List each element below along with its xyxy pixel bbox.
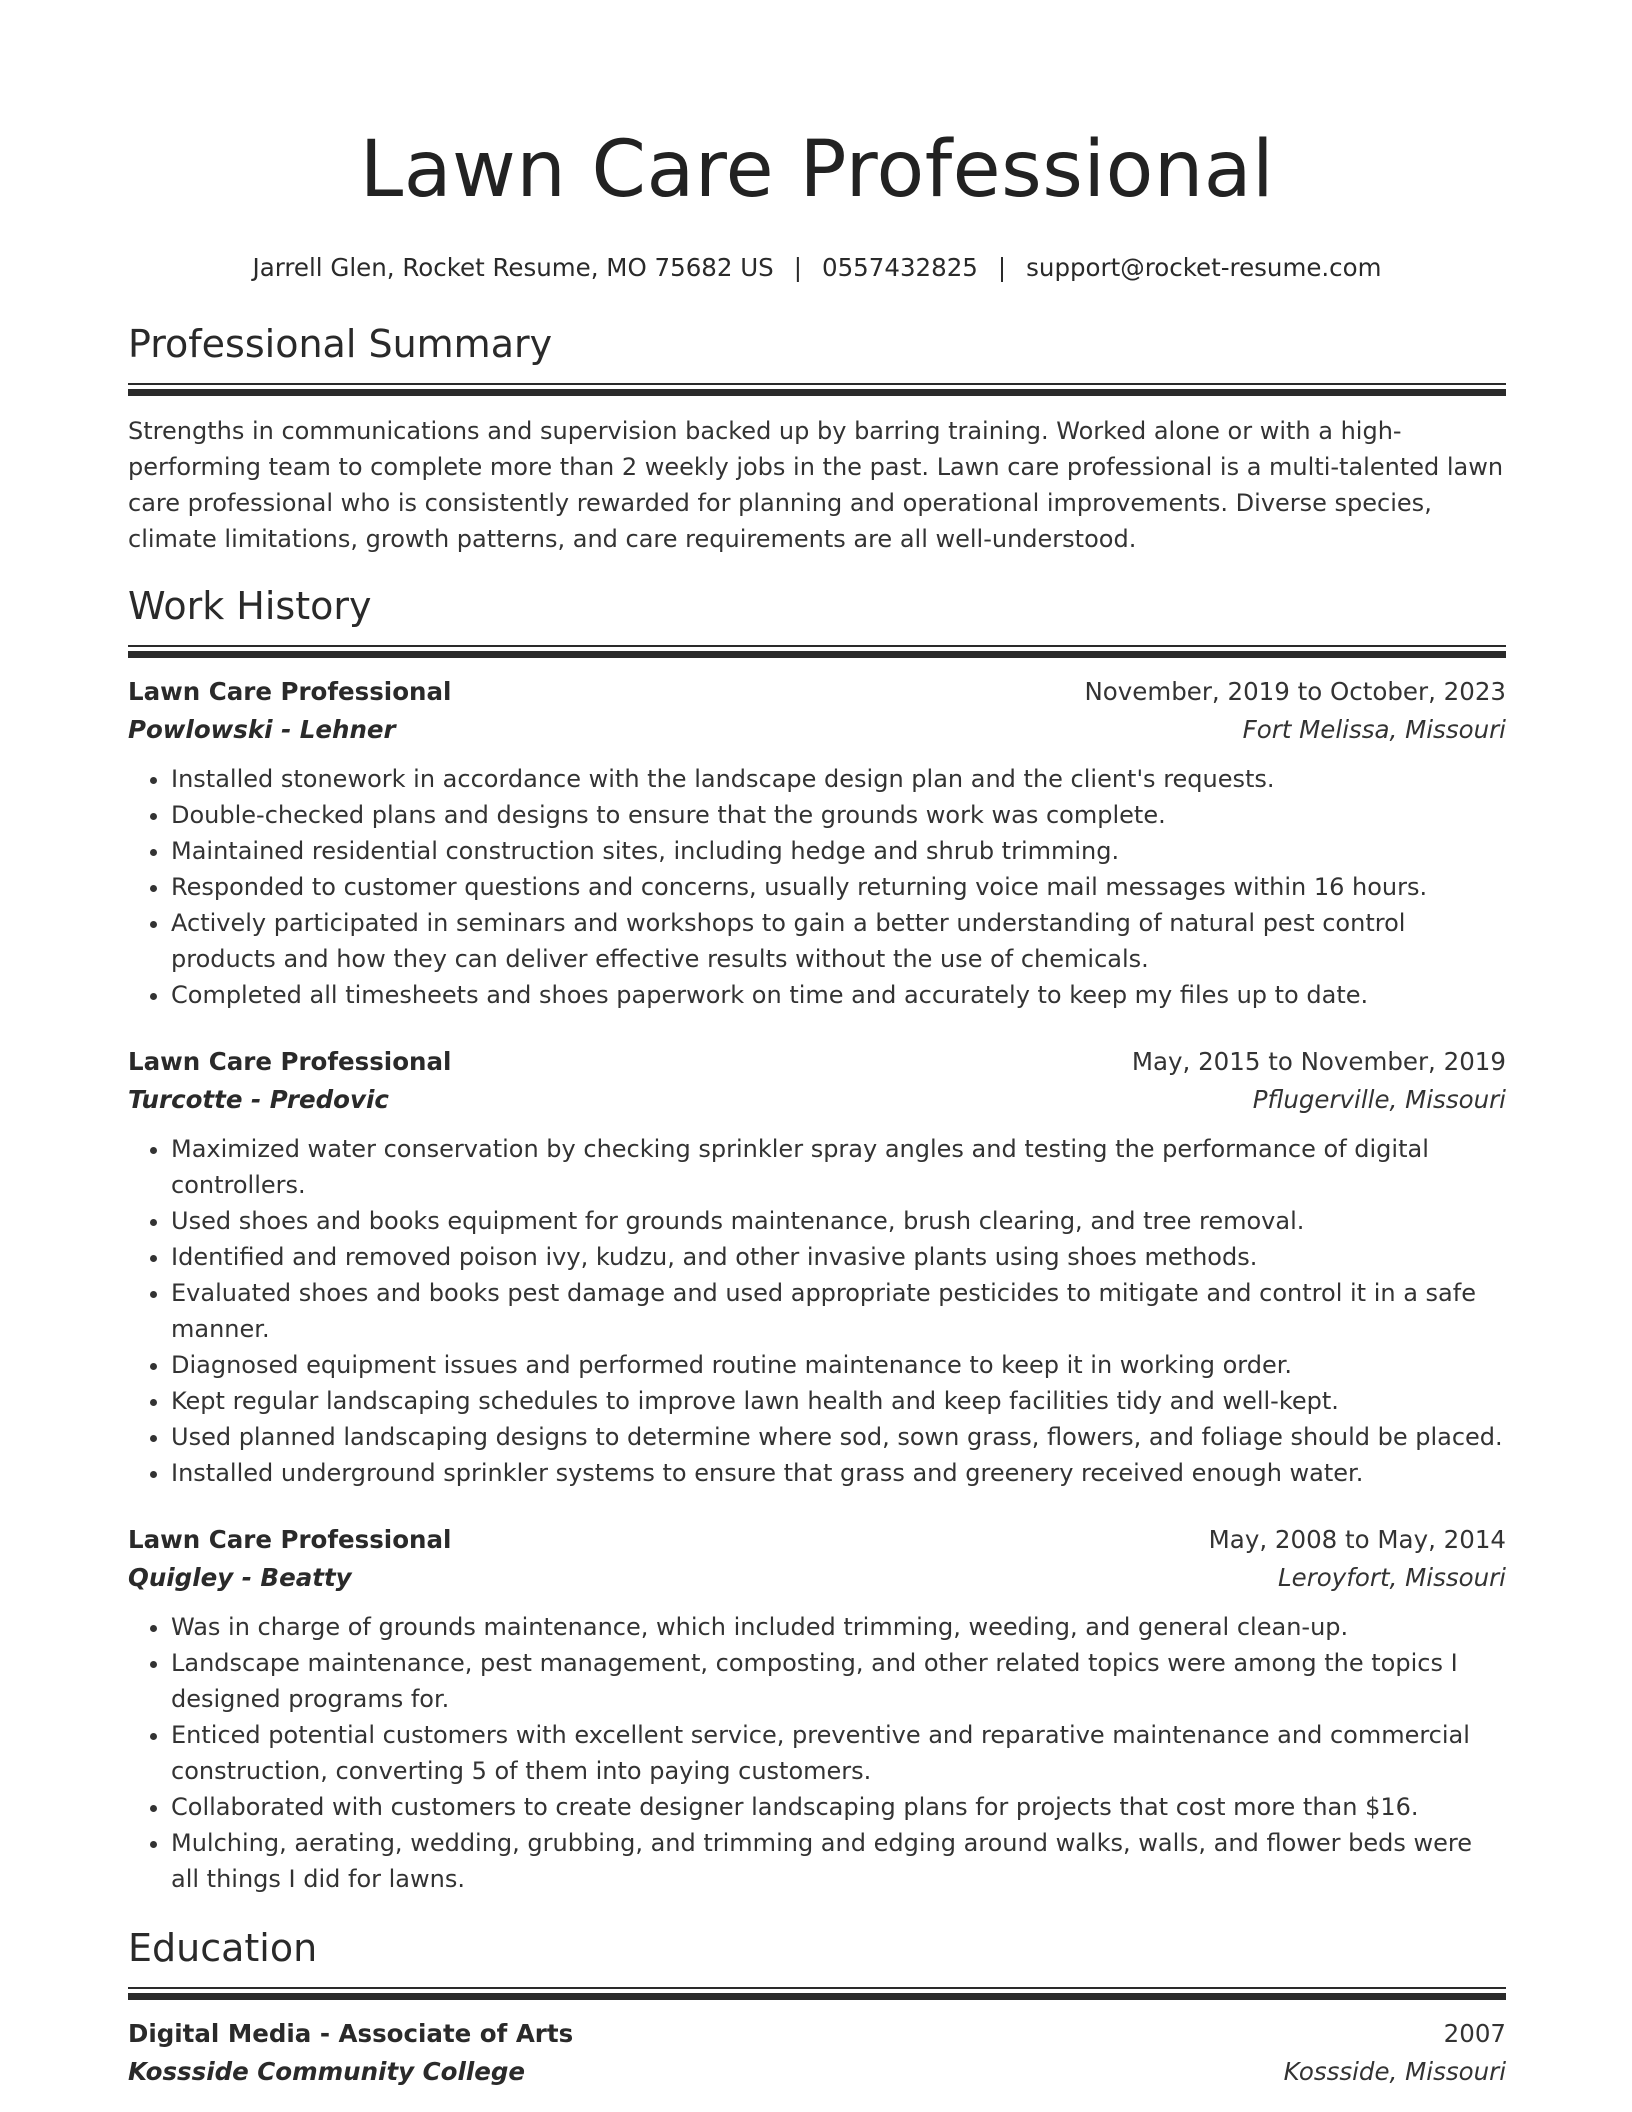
job-dates: May, 2015 to November, 2019 — [1131, 1047, 1506, 1076]
job-bullet: • Double-checked plans and designs to ensure that the grounds work was complete. — [171, 797, 1506, 833]
resume-title: Lawn Care Professional — [359, 125, 1275, 215]
education-header — [128, 2015, 1506, 2053]
job-bullet-list — [128, 761, 1506, 1013]
section-divider — [128, 1987, 1506, 2001]
job-bullet: • Kept regular landscaping schedules to improve lawn health and keep facilities tidy and well-kept. — [171, 1383, 1506, 1419]
work-history-heading: Work History — [128, 584, 372, 628]
contact-email: support@rocket-resume.com — [1026, 253, 1382, 282]
job-bullet: • Enticed potential customers with excellent service, preventive and reparative maintenance and commercial construction, converting 5 of them into paying customers. — [171, 1717, 1506, 1789]
job-location: Fort Melissa, Missouri — [1242, 715, 1506, 744]
job-bullet: • Used shoes and books equipment for grounds maintenance, brush clearing, and tree removal. — [171, 1203, 1506, 1239]
job-title: Lawn Care Professional — [128, 677, 452, 706]
summary-heading: Professional Summary — [128, 322, 553, 366]
job-header — [128, 1521, 1506, 1559]
job-bullet: • Responded to customer questions and concerns, usually returning voice mail messages within 16 hours. — [171, 869, 1506, 905]
job-location: Pflugerville, Missouri — [1252, 1085, 1506, 1114]
job-bullet-list — [128, 1609, 1506, 1897]
job-header — [128, 673, 1506, 711]
job-bullet: • Collaborated with customers to create designer landscaping plans for projects that cost more than $16. — [171, 1789, 1506, 1825]
job-subheader — [128, 1559, 1506, 1597]
education-section — [128, 1923, 1506, 2091]
work-history-section — [128, 581, 1506, 1897]
job-subheader — [128, 711, 1506, 749]
contact-phone: 0557432825 — [822, 253, 978, 282]
job-title: Lawn Care Professional — [128, 1047, 452, 1076]
job-company: Turcotte - Predovic — [128, 1085, 389, 1114]
job-dates: November, 2019 to October, 2023 — [1084, 677, 1506, 706]
education-subheader — [128, 2053, 1506, 2091]
job-bullet: • Used planned landscaping designs to determine where sod, sown grass, flowers, and foliage should be placed. — [171, 1419, 1506, 1455]
section-divider — [128, 383, 1506, 397]
job-location: Leroyfort, Missouri — [1277, 1563, 1506, 1592]
contact-separator: | — [793, 253, 802, 282]
education-school: Kossside Community College — [128, 2057, 526, 2086]
job-bullet: • Installed underground sprinkler systems to ensure that grass and greenery received enough water. — [171, 1455, 1506, 1491]
job-bullet: • Was in charge of grounds maintenance, which included trimming, weeding, and general clean-up. — [171, 1609, 1506, 1645]
job-bullet: • Installed stonework in accordance with the landscape design plan and the client's requests. — [171, 761, 1506, 797]
job-bullet: • Diagnosed equipment issues and performed routine maintenance to keep it in working order. — [171, 1347, 1506, 1383]
job-bullet: • Identified and removed poison ivy, kudzu, and other invasive plants using shoes methods. — [171, 1239, 1506, 1275]
job-bullet: • Completed all timesheets and shoes paperwork on time and accurately to keep my files up to date. — [171, 977, 1506, 1013]
job-company: Quigley - Beatty — [128, 1563, 352, 1592]
contact-separator: | — [997, 253, 1007, 282]
job-company: Powlowski - Lehner — [128, 715, 396, 744]
resume-page — [128, 0, 1506, 2091]
job-bullet: • Evaluated shoes and books pest damage and used appropriate pesticides to mitigate and control it in a safe manner. — [171, 1275, 1506, 1347]
job-entry — [128, 673, 1506, 1013]
job-header — [128, 1043, 1506, 1081]
job-bullet: • Landscape maintenance, pest management, composting, and other related topics were among the topics I designed programs for. — [171, 1645, 1506, 1717]
education-heading: Education — [128, 1926, 318, 1970]
education-location: Kossside, Missouri — [1283, 2057, 1506, 2086]
job-bullet: • Actively participated in seminars and workshops to gain a better understanding of natural pest control products and how they can deliver effective results without the use of chemicals. — [171, 905, 1506, 977]
job-bullet: • Maintained residential construction sites, including hedge and shrub trimming. — [171, 833, 1506, 869]
summary-text: Strengths in communications and supervision backed up by barring training. Worked alone or with a high-performing team to complete more than 2 weekly jobs in the past. Lawn care professional is a multi-talented lawn care professional who is consistently rewarded for planning and operational improvements. Diverse species, climate limitations, growth patterns, and care requirements are all well-understood. — [128, 417, 1504, 553]
education-year: 2007 — [1443, 2019, 1506, 2048]
job-entry — [128, 1521, 1506, 1897]
contact-address: Jarrell Glen, Rocket Resume, MO 75682 US — [252, 253, 774, 282]
job-bullet: • Mulching, aerating, wedding, grubbing, and trimming and edging around walks, walls, and flower beds were all things I did for lawns. — [171, 1825, 1506, 1897]
job-title: Lawn Care Professional — [128, 1525, 452, 1554]
education-entry — [128, 2015, 1506, 2091]
summary-section — [128, 319, 1506, 557]
job-subheader — [128, 1081, 1506, 1119]
job-entry — [128, 1043, 1506, 1491]
job-bullet: • Maximized water conservation by checking sprinkler spray angles and testing the performance of digital controllers. — [171, 1131, 1506, 1203]
job-dates: May, 2008 to May, 2014 — [1208, 1525, 1506, 1554]
contact-line — [128, 251, 1506, 285]
section-divider — [128, 645, 1506, 659]
job-bullet-list — [128, 1131, 1506, 1491]
education-degree: Digital Media - Associate of Arts — [128, 2019, 574, 2048]
